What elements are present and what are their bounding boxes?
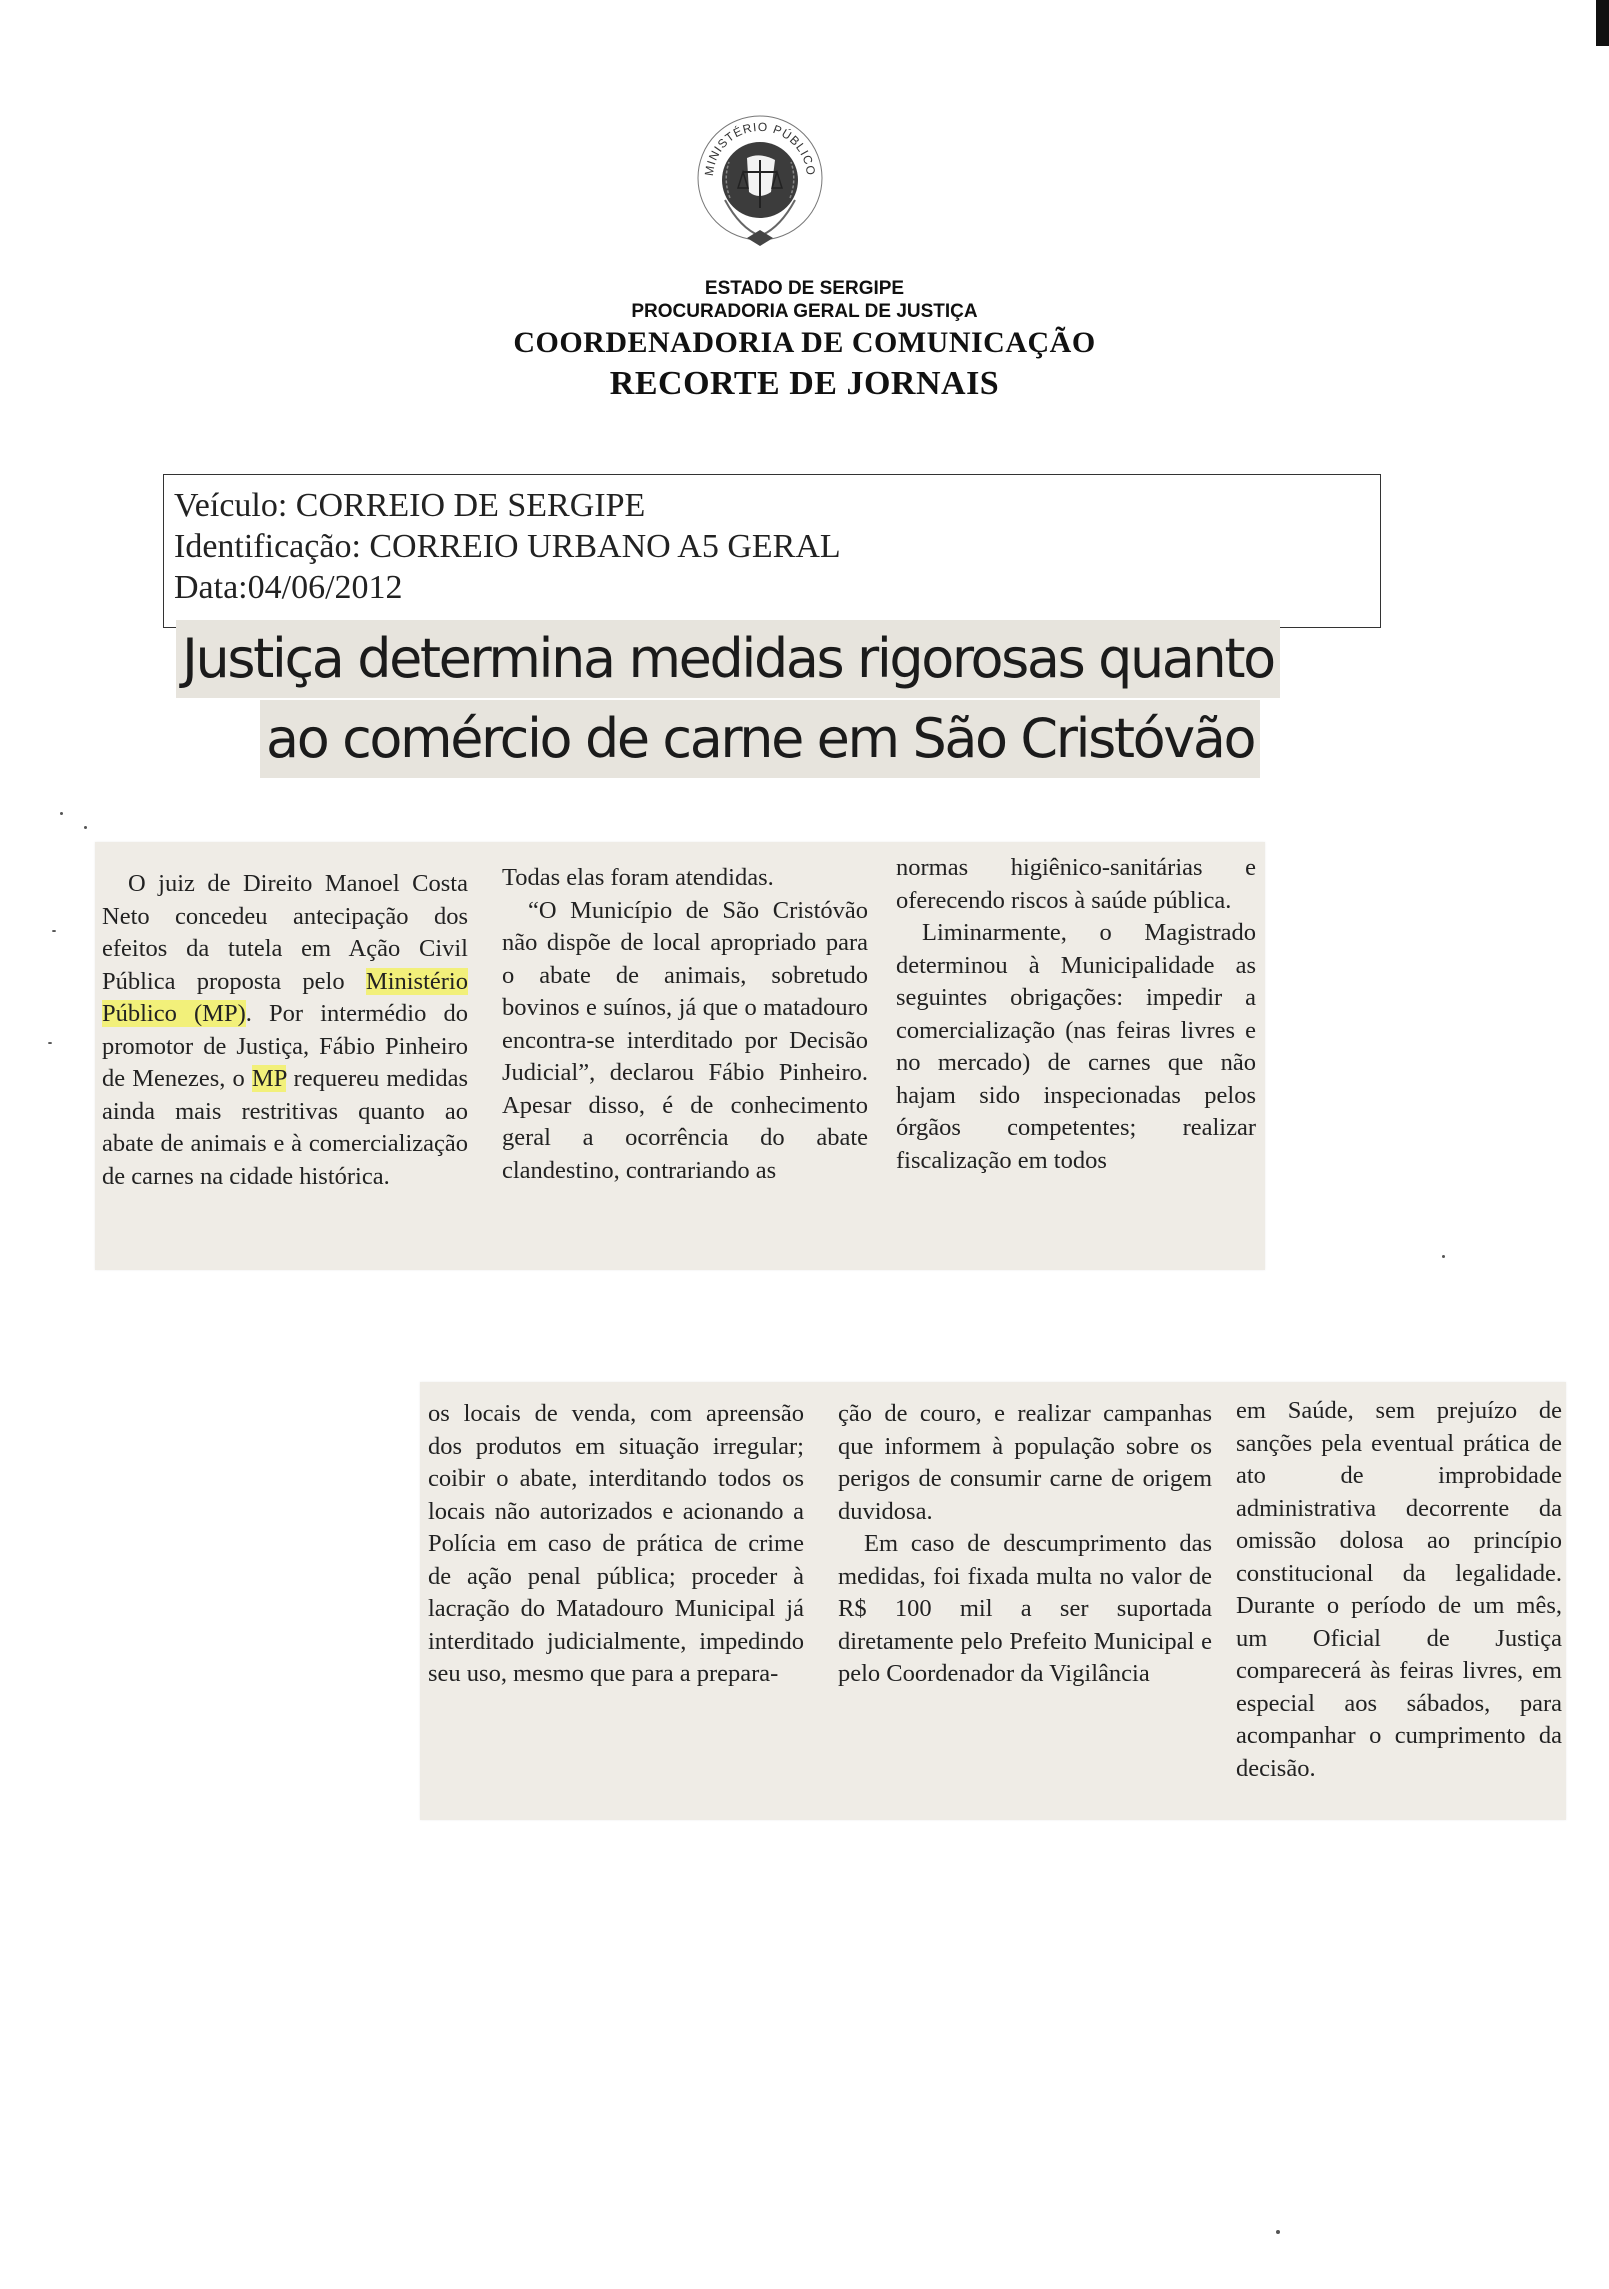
part1-col1-text-c: requereu medidas ainda mais restritivas quanto ao abate de animais e à comercialização de carnes na cidade histórica.	[102, 1065, 468, 1190]
header-state: ESTADO DE SERGIPE	[704, 278, 905, 299]
vehicle-line: Veículo: CORREIO DE SERGIPE	[174, 487, 646, 524]
headline-line-1: Justiça determina medidas rigorosas quanto	[176, 620, 1280, 698]
scan-speck	[52, 930, 56, 932]
part2-col2-paragraph-2: Em caso de descumprimento das medidas, foi fixada multa no valor de R$ 100 mil a ser suportada diretamente pelo Prefeito Municipal e pelo Coordenador da Vigilância	[838, 1530, 1212, 1687]
clipping-info-box	[163, 474, 1381, 628]
seal-text: MINISTÉRIO PÚBLICO	[701, 119, 819, 177]
part1-col3-paragraph-1: normas higiênico-sanitárias e oferecendo riscos à saúde pública.	[896, 854, 1256, 914]
highlight-mp: MP	[251, 1065, 287, 1092]
part1-column-3	[896, 852, 1256, 1177]
part2-column-1	[428, 1398, 804, 1691]
part1-col1-text-b: . Por intermédio do promotor de Justiça, Fábio Pinheiro de Menezes, o	[102, 1000, 469, 1092]
scan-edge-mark	[1596, 0, 1609, 46]
part2-col3-paragraph: em Saúde, sem prejuízo de sanções pela eventual prática de ato de improbidade administrativa decorrente da omissão dolosa ao princípio constitucional da legalidade. Durante o período de um mês, um Oficial de Justiça comparecerá às feiras livres, em especial aos sábados, para acompanhar o cumprimento da decisão.	[1236, 1397, 1562, 1782]
scan-speck	[84, 826, 87, 829]
part2-column-3	[1236, 1395, 1562, 1785]
part1-col1-paragraph	[102, 868, 468, 1193]
header-office: PROCURADORIA GERAL DE JUSTIÇA	[631, 301, 978, 322]
date-line: Data:04/06/2012	[174, 569, 403, 606]
part1-column-1	[102, 868, 468, 1193]
part1-col1-text-a: O juiz de Direito Manoel Costa Neto concedeu antecipação dos efeitos da tutela em Ação Civil Pública proposta pelo	[102, 870, 468, 995]
part1-col3-paragraph-2: Liminarmente, o Magistrado determinou à Municipalidade as seguintes obrigações: impedir a comercialização (nas feiras livres e no mercado) de carnes que não hajam sido inspecionadas pelos órgãos competentes; realizar fiscalização em todos	[896, 919, 1256, 1174]
header-section: RECORTE DE JORNAIS	[609, 365, 1000, 402]
header-department: COORDENADORIA DE COMUNICAÇÃO	[513, 326, 1096, 359]
part1-col2-paragraph-1: Todas elas foram atendidas.	[502, 864, 774, 891]
identification-line: Identificação: CORREIO URBANO A5 GERAL	[174, 528, 841, 565]
part2-col1-paragraph: os locais de venda, com apreensão dos produtos em situação irregular; coibir o abate, interditando todos os locais não autorizados e acionando a Polícia em caso de prática de crime de ação penal pública; proceder à lacração do Matadouro Municipal já interditado judicialmente, impedindo seu uso, mesmo que para a prepara-	[428, 1400, 804, 1687]
scan-speck	[1276, 2230, 1280, 2234]
part1-col2-paragraph-2: “O Município de São Cristóvão não dispõe de local apropriado para o abate de animais, sobretudo bovinos e suínos, já que o matadouro encontra-se interditado por Decisão Judicial”, declarou Fábio Pinheiro. Apesar disso, é de conhecimento geral a ocorrência do abate clandestino, contrariando as	[502, 896, 868, 1184]
ministerio-publico-seal	[685, 100, 835, 250]
part2-col2-paragraph-1: ção de couro, e realizar campanhas que informem à população sobre os perigos de consumir carne de origem duvidosa.	[838, 1400, 1212, 1525]
part2-column-2	[838, 1398, 1212, 1691]
highlight-ministerio-publico: Ministério Público (MP)	[102, 967, 468, 1027]
scan-speck	[48, 1042, 52, 1044]
headline-line-2: ao comércio de carne em São Cristóvão	[260, 700, 1260, 778]
scan-speck	[60, 812, 63, 815]
part1-column-2	[502, 862, 868, 1187]
scan-speck	[1442, 1255, 1445, 1258]
